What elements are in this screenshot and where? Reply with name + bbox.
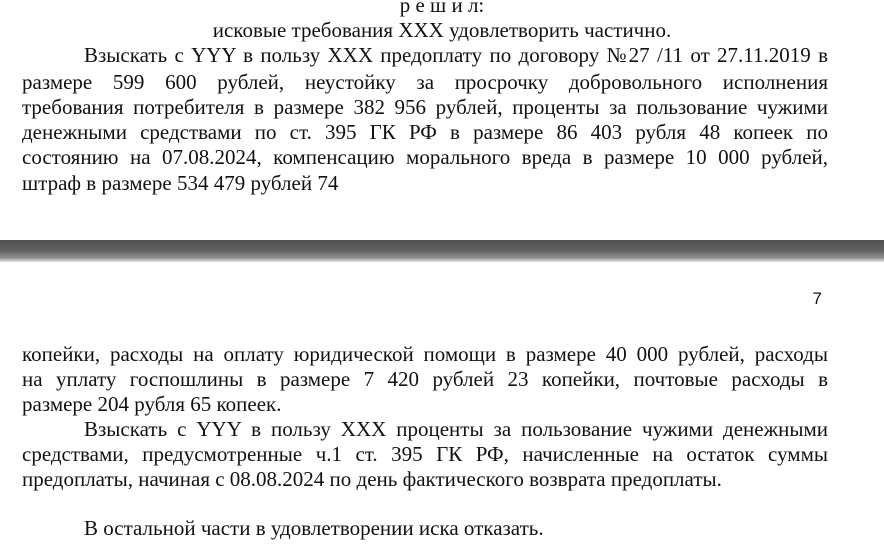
paragraph-line: исковые требования XXX удовлетворить частично. [212, 18, 672, 42]
paragraph-line: требования потребителя в размере 382 956 рублей, проценты за пользование чужими [22, 95, 828, 119]
paragraph-line: состоянию на 07.08.2024, компенсацию морального вреда в размере 10 000 рублей, [22, 145, 828, 169]
page-separator [0, 240, 884, 262]
paragraph-line: Взыскать с YYY в пользу XXX проценты за пользование чужими денежными [84, 417, 828, 441]
paragraph-line: Взыскать с YYY в пользу XXX предоплату по договору №27 /11 от 27.11.2019 в [84, 43, 828, 67]
paragraph-line: штраф в размере 534 479 рублей 74 [22, 171, 339, 195]
page-number: 7 [812, 289, 822, 308]
paragraph-line: денежными средствами по ст. 395 ГК РФ в размере 86 403 рубля 48 копеек по [22, 120, 828, 144]
paragraph-line: размере 599 600 рублей, неустойку за просрочку добровольного исполнения [22, 70, 828, 94]
paragraph-line: средствами, предусмотренные ч.1 ст. 395 ГК РФ, начисленные на остаток суммы [22, 442, 828, 466]
paragraph-line: размере 204 рубля 65 копеек. [22, 392, 282, 416]
paragraph-line: на уплату госпошлины в размере 7 420 рублей 23 копейки, почтовые расходы в [22, 367, 828, 391]
paragraph-line: предоплаты, начиная с 08.08.2024 по день фактического возврата предоплаты. [22, 467, 722, 491]
paragraph-line: В остальной части в удовлетворении иска отказать. [84, 516, 544, 540]
decision-heading: р е ш и л: [399, 0, 485, 17]
document-page-top [0, 0, 884, 240]
paragraph-line: копейки, расходы на оплату юридической помощи в размере 40 000 рублей, расходы [22, 342, 828, 366]
